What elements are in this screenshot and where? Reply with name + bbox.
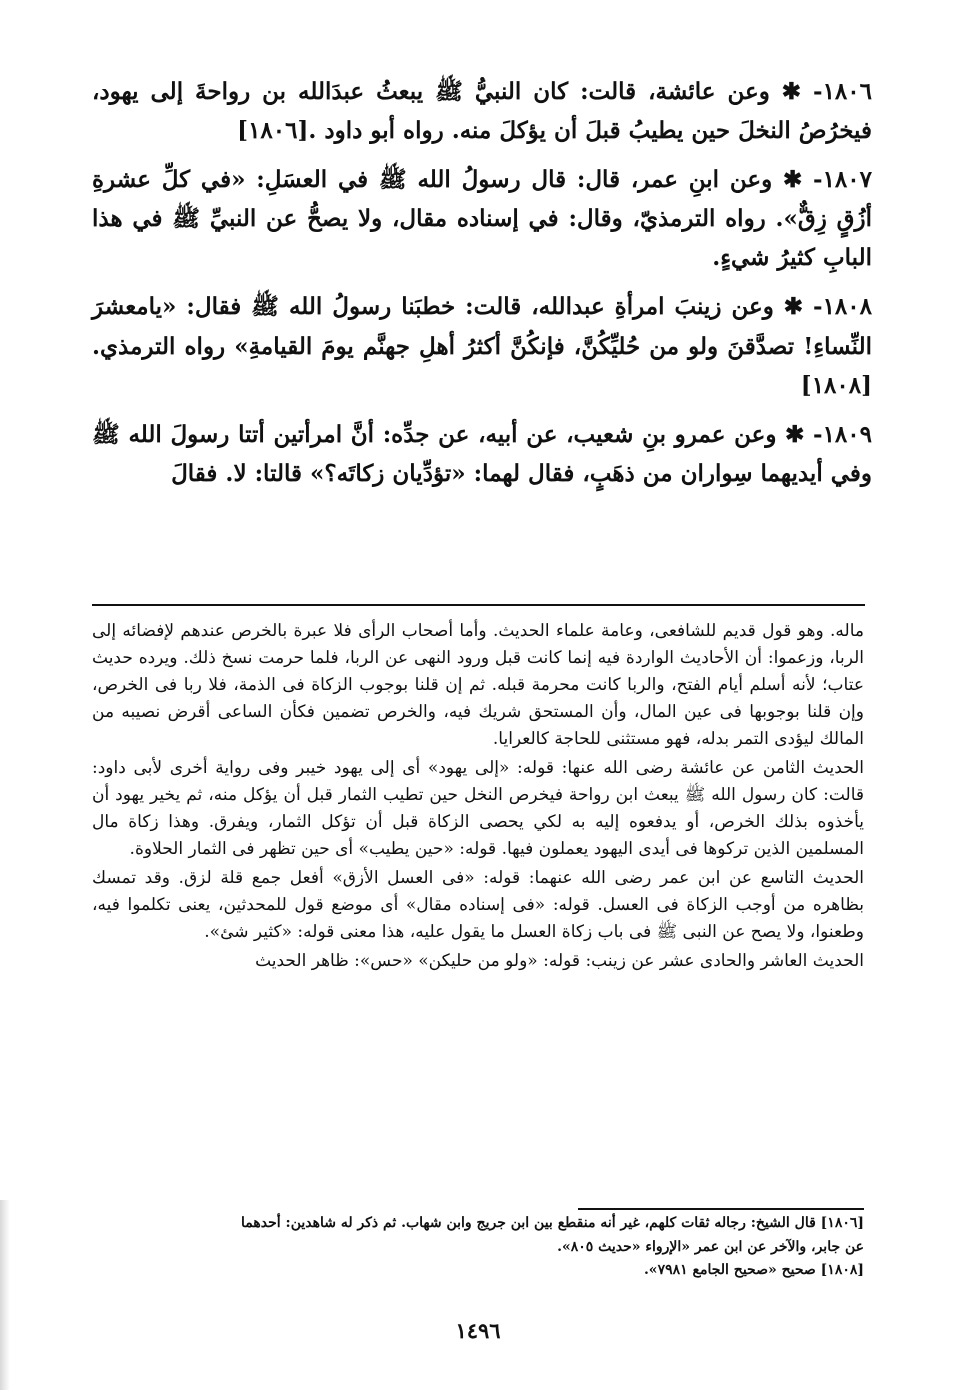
commentary-text	[92, 618, 864, 977]
commentary-paragraph: الحديث العاشر والحادى عشر عن زينب: قوله: «ولو من حليكن» «حس»: ظاهر الحديث	[255, 951, 864, 972]
commentary-paragraph: الحديث التاسع عن ابن عمر رضى الله عنهما: قوله: «فى العسل الأزق» أفعل جمع قلة لزق. وقد تمسك بظاهره من أوجب الزكاة فى العسل. قوله: «فى إسناده مقال» أى موضع قول للمحدثين، يعنى تكلموا فيه، وطعنوا، ولا يصح عن النبى ﷺ فى باب زكاة العسل ما يقول عليه، هذا معنى قوله: «كثير شئ».	[92, 868, 864, 943]
main-text	[92, 72, 872, 503]
footnotes	[92, 1212, 864, 1283]
hadith-1807: ١٨٠٧- ✱ وعن ابنِ عمر، قال: قال رسولُ الله ﷺ في العسَلِ: «في كلِّ عشرةِ أزُقٍ زِقٌّ». رواه الترمذيّ، وقال: في إسناده مقال، ولا يصحُّ عن النبيِّ ﷺ في هذا البابِ كثيرُ شيءٍ.	[92, 166, 872, 272]
footnote-1806-line2: عن جابر، والآخر عن ابن عمر «الإرواء «حديث ٨٠٥».	[557, 1238, 864, 1255]
page-number: ١٤٩٦	[455, 1318, 501, 1343]
footnote-1808: [١٨٠٨] صحيح «صحيح الجامع ٧٩٨١».	[643, 1262, 864, 1279]
hadith-1808: ١٨٠٨- ✱ وعن زينبَ امرأةِ عبدالله، قالت: خطبَنا رسولُ الله ﷺ فقال: «يامعشرَ النِّساءِ! تصدَّقنَ ولو من حُليِّكُنَّ، فإنكُنَّ أكثرُ أهلِ جهنَّم يومَ القيامةِ» رواه الترمذي.[١٨٠٨]	[92, 293, 872, 399]
footnote-1806-line1: [١٨٠٦] قال الشيخ: رجاله ثقات كلهم، غير أنه منقطع بين ابن جريج وابن شهاب. ثم ذكر له شاهدين: أحدهما	[241, 1215, 864, 1231]
hadith-1806: ١٨٠٦- ✱ وعن عائشة، قالت: كان النبيُّ ﷺ يبعثُ عبدَالله بن رواحةَ إلى يهود، فيخرُصُ النخلَ حين يطيبُ قبلَ أن يؤكلَ منه. رواه أبو داود .[١٨٠٦]	[92, 78, 872, 145]
commentary-paragraph: ماله. وهو قول قديم للشافعى، وعامة علماء الحديث. وأما أصحاب الرأى فلا عبرة بالخرص عندهم لإفضائه إلى الربا، وزعموا: أن الأحاديث الواردة فيه إنما كانت قبل ورود النهى عن الربا، فلما حرمت نسخ ذلك. ويرده حديث عتاب؛ لأنه أسلم أيام الفتح، والربا كانت محرمة قبله. ثم إن قلنا بوجوب الزكاة فى الذمة، فلا ربا فى الخرص، وإن قلنا بوجوبها فى عين المال، وأن المستحق شريك فيه، والخرص تضمين فكأن الساعى أقرض نصيبه من المالك ليؤدى التمر بدله، فهو مستثنى للحاجة كالعرايا.	[92, 621, 864, 750]
main-separator-rule	[92, 604, 865, 606]
scan-shadow	[0, 1200, 10, 1390]
hadith-1809: ١٨٠٩- ✱ وعن عمرو بنِ شعيب، عن أبيه، عن جدِّه: أنَّ امرأتين أتتا رسولَ الله ﷺ وفي أيديهما سِواران من ذهَبٍ، فقال لهما: «تؤدِّيان زكاتَه؟» قالتا: لا. فقالَ	[92, 420, 872, 487]
commentary-paragraph: الحديث الثامن عن عائشة رضى الله عنها: قوله: «إلى يهود» أى إلى يهود خيبر وفى رواية أخرى لأبى داود: قالت: كان رسول الله ﷺ يبعث ابن رواحة فيخرص النخل حين تطيب الثمار قبل أن يؤكل منه، ثم يخير يهود أن يأخذوه بذلك الخرص، أو يدفعوه إليه به لكي يحصى الزكاة قبل أن تؤكل الثمار، ويفرق. وهذا زكاة مال المسلمين الذين تركوها فى أيدى اليهود يعملون فيها. قوله: «حين يطيب» أى حين تظهر فى الثمار الحلاوة.	[92, 758, 864, 860]
footnote-separator-rule	[578, 1208, 864, 1210]
